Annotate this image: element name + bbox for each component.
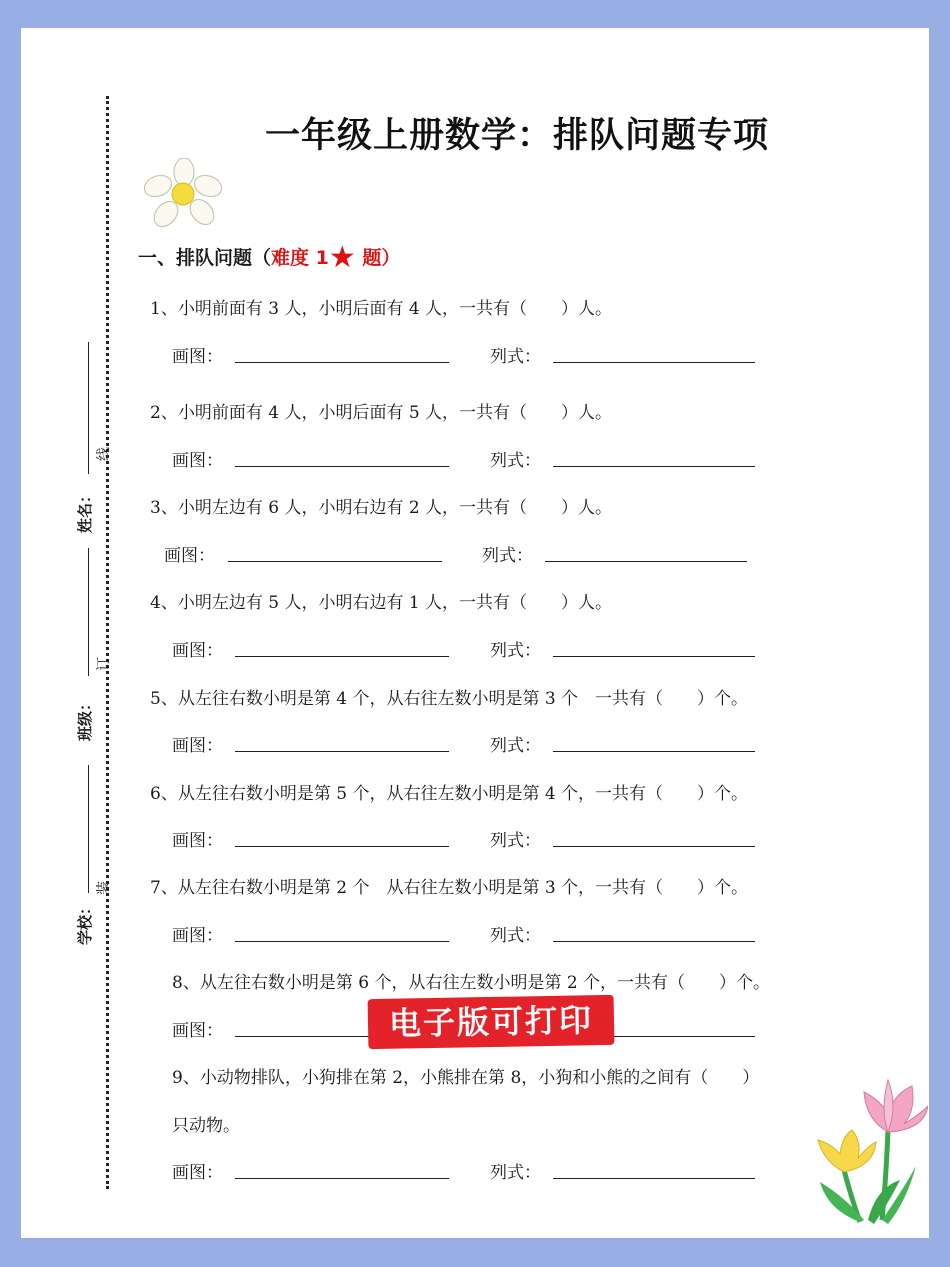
page-title: 一年级上册数学：排队问题专项 [264, 116, 769, 156]
formula-answer-line[interactable] [553, 941, 755, 942]
formula-label: 列式： [490, 641, 541, 661]
formula-label: 列式： [490, 926, 541, 946]
formula-label: 列式： [490, 451, 541, 471]
formula-answer-line[interactable] [545, 561, 747, 562]
formula-answer-line[interactable] [553, 362, 755, 363]
question-4: 4、小明左边有 5 人，小明右边有 1 人，一共有（ ）人。 [150, 593, 613, 613]
formula-answer-line[interactable] [553, 1178, 755, 1179]
formula-label: 列式： [482, 546, 533, 566]
question-7: 7、从左往右数小明是第 2 个 从右往左数小明是第 3 个，一共有（ ）个。 [150, 878, 749, 898]
difficulty-end: 题） [355, 247, 401, 269]
school-line [88, 765, 89, 893]
formula-label: 列式： [490, 347, 541, 367]
question-9-continued: 只动物。 [172, 1116, 240, 1136]
drawing-answer-line[interactable] [235, 1178, 449, 1179]
school-label: 学校： [76, 899, 95, 946]
drawing-label: 画图： [172, 1021, 223, 1041]
question-5: 5、从左往右数小明是第 4 个，从右往左数小明是第 3 个 一共有（ ）个。 [150, 689, 749, 709]
binding-mark-xian: 线 [96, 447, 112, 461]
question-6: 6、从左往右数小明是第 5 个，从右往左数小明是第 4 个，一共有（ ）个。 [150, 784, 749, 804]
drawing-label: 画图： [172, 736, 223, 756]
formula-answer-line[interactable] [553, 466, 755, 467]
formula-answer-line[interactable] [553, 656, 755, 657]
name-line [88, 342, 89, 474]
question-1: 1、小明前面有 3 人，小明后面有 4 人，一共有（ ）人。 [150, 299, 613, 319]
question-3: 3、小明左边有 6 人，小明右边有 2 人，一共有（ ）人。 [150, 498, 613, 518]
question-9: 9、小动物排队，小狗排在第 2，小熊排在第 8，小狗和小熊的之间有（ ） [172, 1068, 760, 1088]
class-line [88, 548, 89, 676]
drawing-answer-line[interactable] [235, 362, 449, 363]
drawing-label: 画图： [172, 641, 223, 661]
class-label: 班级： [76, 695, 95, 742]
formula-answer-line[interactable] [553, 846, 755, 847]
difficulty-label: 难度 1 [271, 247, 329, 269]
drawing-label: 画图： [172, 926, 223, 946]
section-heading-text: 一、排队问题（ [138, 247, 272, 269]
binding-dotted-line [106, 96, 109, 1189]
drawing-label: 画图： [172, 347, 223, 367]
binding-mark-zhuang: 装 [96, 881, 112, 895]
drawing-answer-line[interactable] [235, 846, 449, 847]
drawing-answer-line[interactable] [235, 656, 449, 657]
drawing-answer-line[interactable] [235, 941, 449, 942]
drawing-answer-line[interactable] [228, 561, 442, 562]
section-heading [138, 240, 400, 275]
drawing-label: 画图： [164, 546, 215, 566]
drawing-label: 画图： [172, 1163, 223, 1183]
formula-label: 列式： [490, 736, 541, 756]
drawing-label: 画图： [172, 831, 223, 851]
question-8: 8、从左往右数小明是第 6 个，从右往左数小明是第 2 个，一共有（ ）个。 [172, 973, 771, 993]
tulip-flowers-icon [808, 1070, 928, 1230]
question-2: 2、小明前面有 4 人，小明后面有 5 人，一共有（ ）人。 [150, 403, 613, 423]
drawing-answer-line[interactable] [235, 751, 449, 752]
formula-answer-line[interactable] [553, 751, 755, 752]
drawing-answer-line[interactable] [235, 466, 449, 467]
name-label: 姓名： [76, 487, 95, 534]
formula-label: 列式： [490, 831, 541, 851]
printable-stamp: 电子版可打印 [368, 995, 615, 1049]
star-icon: ★ [328, 240, 356, 275]
formula-label: 列式： [490, 1163, 541, 1183]
drawing-label: 画图： [172, 451, 223, 471]
binding-mark-ding: 订 [96, 657, 112, 671]
daisy-flower-icon [144, 158, 224, 230]
